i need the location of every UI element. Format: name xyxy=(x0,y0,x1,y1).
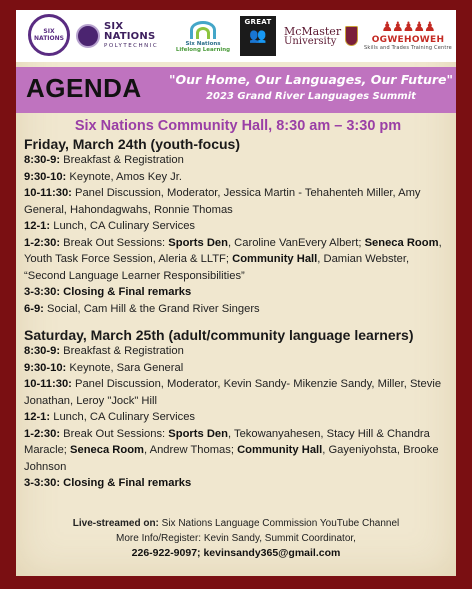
schedule-emphasis: 12-1: xyxy=(24,220,51,232)
schedule-item xyxy=(24,301,452,318)
schedule-item xyxy=(24,218,452,235)
schedule-item xyxy=(24,343,452,360)
schedule-text: Breakfast & Registration xyxy=(60,154,184,166)
rainbow-arc-icon xyxy=(188,19,218,41)
schedule-emphasis: 8:30-9: xyxy=(24,154,61,166)
schedule-text: Breakfast & Registration xyxy=(60,345,184,357)
day1-heading: Friday, March 24th (youth-focus) xyxy=(24,136,240,152)
schedule-text: Lunch, CA Culinary Services xyxy=(50,220,196,232)
poster xyxy=(16,10,456,576)
schedule-item xyxy=(24,284,452,301)
mcmaster-subtitle: University xyxy=(284,35,337,47)
schedule-emphasis: Sports Den xyxy=(168,236,228,249)
schedule-text: , Youth Task Force Session, Aleria & LLTF; xyxy=(24,236,442,265)
six-nations-polytechnic-logo xyxy=(76,14,168,58)
schedule-emphasis: 12-1: xyxy=(24,411,51,423)
day2-heading: Saturday, March 25th (adult/community language learners) xyxy=(24,327,414,343)
schedule-emphasis: Community Hall xyxy=(232,253,318,265)
polytechnic-name: SIX NATIONS xyxy=(104,21,156,43)
schedule-emphasis: Community Hall xyxy=(237,444,323,456)
schedule-emphasis: 9:30-10: xyxy=(24,361,67,374)
agenda-content xyxy=(24,116,452,492)
summit-theme: "Our Home, Our Languages, Our Future" xyxy=(168,72,454,87)
schedule-text: , Gayeniyohsta, Brooke Johnson xyxy=(24,444,439,473)
summit-name: 2023 Grand River Languages Summit xyxy=(206,91,416,102)
ogwehoweh-subtitle: Skills and Trades Training Centre xyxy=(364,45,452,51)
schedule-emphasis: 9:30-10: xyxy=(24,170,67,183)
livestream-label: Live-streamed on: xyxy=(72,518,159,529)
schedule-item xyxy=(24,475,452,492)
schedule-emphasis: 1-2:30: xyxy=(24,236,61,249)
info-line: More Info/Register: Kevin Sandy, Summit Coordinator, xyxy=(116,533,356,544)
schedule-emphasis: Seneca Room xyxy=(70,444,145,456)
schedule-text: , Tekowanyahesen, Stacy Hill & Chandra Maracle; xyxy=(24,427,430,456)
schedule-emphasis: Sports Den xyxy=(168,427,228,440)
schedule-item xyxy=(24,152,452,169)
schedule-text: , Caroline VanEvery Albert; xyxy=(227,236,365,249)
schedule-emphasis: 1-2:30: xyxy=(24,427,61,440)
mcmaster-shield-icon xyxy=(345,26,358,46)
schedule-item xyxy=(24,360,452,377)
schedule-item xyxy=(24,426,452,476)
schedule-text: Social, Cam Hill & the Grand River Singers xyxy=(43,302,260,315)
polytechnic-seal-icon xyxy=(76,24,100,48)
ogwehoweh-name: OGWEHOWEH xyxy=(371,35,445,45)
great-logo-text: GREAT xyxy=(244,18,272,26)
people-figures-icon: 👥 xyxy=(249,28,267,44)
polytechnic-subtitle: POLYTECHNIC xyxy=(104,43,159,50)
lifelong-learning-logo xyxy=(174,14,232,58)
lifelong-line2: Lifelong Learning xyxy=(175,47,231,53)
six-nations-logo-text: SIX NATIONS xyxy=(34,28,64,42)
livestream-value: Six Nations Language Commission YouTube Channel xyxy=(158,518,400,529)
schedule-item xyxy=(24,235,452,285)
great-logo xyxy=(238,14,278,58)
schedule-emphasis: 10-11:30: xyxy=(24,378,72,390)
schedule-item xyxy=(24,185,452,218)
footer xyxy=(16,516,456,561)
schedule-emphasis: 3-3:30: Closing & Final remarks xyxy=(24,286,192,298)
mcmaster-logo xyxy=(284,14,358,58)
schedule-text: Keynote, Amos Key Jr. xyxy=(66,170,182,183)
schedule-emphasis: 8:30-9: xyxy=(24,345,61,357)
schedule-text: Panel Discussion, Moderator, Kevin Sandy- Mikenzie Sandy, Miller, Stevie Jonathan, Leroy "Jock" Hill xyxy=(24,378,442,407)
schedule-text: Break Out Sessions: xyxy=(60,427,169,440)
day2-schedule xyxy=(24,343,452,492)
agenda-banner xyxy=(16,67,456,113)
agenda-title: AGENDA xyxy=(26,73,142,103)
schedule-emphasis: Seneca Room xyxy=(364,236,439,249)
schedule-text: Break Out Sessions: xyxy=(60,236,169,249)
venue-line: Six Nations Community Hall, 8:30 am – 3:30 pm xyxy=(74,118,402,134)
day1-schedule xyxy=(24,152,452,317)
schedule-text: Keynote, Sara General xyxy=(66,361,184,374)
mcmaster-name: McMaster xyxy=(284,24,342,38)
six-nations-logo xyxy=(28,14,70,56)
schedule-text: , Damian Webster, “Second Language Learner Responsibilities” xyxy=(24,253,410,282)
ogwehoweh-figures-icon: ♟♟♟♟♟ xyxy=(381,20,435,35)
schedule-item xyxy=(24,169,452,186)
schedule-emphasis: 3-3:30: Closing & Final remarks xyxy=(24,477,192,489)
schedule-text: Panel Discussion, Moderator, Jessica Martin - Tehahenteh Miller, Amy General, Hahondagwahs, Ronnie Thomas xyxy=(24,187,421,216)
schedule-item xyxy=(24,409,452,426)
livestream-line xyxy=(16,516,456,531)
logo-strip xyxy=(16,10,456,62)
schedule-emphasis: 10-11:30: xyxy=(24,187,72,199)
schedule-emphasis: 6-9: xyxy=(24,302,44,315)
lifelong-line1: Six Nations xyxy=(185,41,221,47)
schedule-text: , Andrew Thomas; xyxy=(144,444,238,456)
schedule-item xyxy=(24,376,452,409)
ogwehoweh-logo xyxy=(364,14,452,58)
contact-line: 226-922-9097; kevinsandy365@gmail.com xyxy=(131,547,341,559)
schedule-text: Lunch, CA Culinary Services xyxy=(50,411,196,423)
